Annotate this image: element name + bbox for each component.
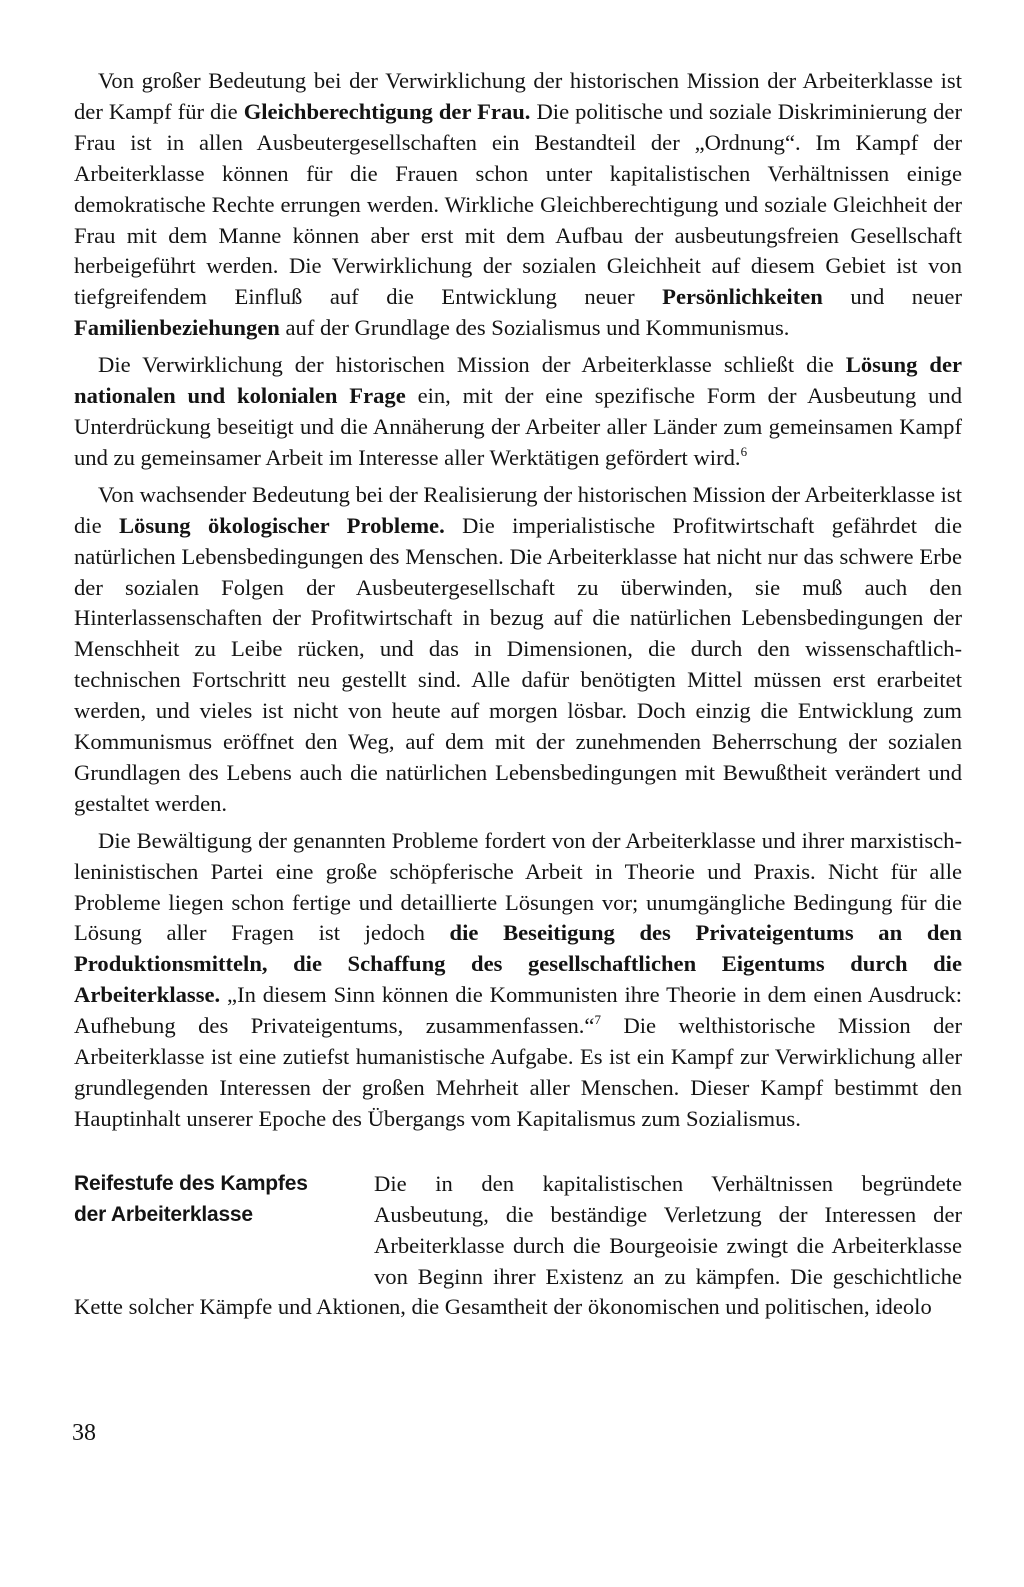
paragraph-equality-of-women: Von großer Bedeutung bei der Verwirklichung der historischen Mission der Arbeiterklasse ist der Kampf für die Gleichberechtigung der Frau. Die politische und soziale Diskriminierung der Frau ist in allen Ausbeutergesellschaften ein Bestandteil der „Ordnung“. Im Kampf der Arbeiterklasse können für die Frauen schon unter kapitalistischen Verhältnissen einige demokratische Rechte errungen werden. Wirkliche Gleichberechtigung und soziale Gleichheit der Frau mit dem Manne können aber erst mit dem Aufbau der ausbeutungsfreien Gesellschaft herbeigeführt werden. Die Verwirklichung der sozialen Gleichheit auf diesem Gebiet ist von tiefgreifendem Einfluß auf die Entwicklung neuer Persönlichkeiten und neuer Familienbeziehungen auf der Grundlage des Sozialismus und Kommunismus.: [74, 68, 962, 341]
section-maturity-of-struggle: [74, 1169, 962, 1324]
footnote-marker[interactable]: 7: [594, 1012, 601, 1028]
emphasis-equality-of-women: Gleichberechtigung der Frau.: [243, 98, 531, 124]
emphasis-abolition-private-property: die Beseitigung des Privateigentums an den Produktionsmitteln, die Schaffung des gesellschaftlichen Eigentums durch die Arbeiterklasse.: [74, 920, 962, 1008]
emphasis-personalities: Persönlichkeiten: [662, 284, 823, 310]
section-heading: Reifestufe des Kampfes der Arbeiterklasse: [74, 1171, 308, 1226]
paragraph-national-question: Die Verwirklichung der historischen Mission der Arbeiterklasse schließt die Lösung der nationalen und kolonialen Frage ein, mit der eine spezifische Form der Ausbeutung und Unterdrückung beseitigt und die Annäherung der Arbeiter aller Länder zum gemeinsamen Kampf und zu gemeinsamer Arbeit im Interesse aller Werktätigen gefördert wird.$^6$: [74, 352, 963, 470]
paragraph-ecological-problems: Von wachsender Bedeutung bei der Realisierung der historischen Mission der Arbeiterklasse ist die Lösung ökologischer Probleme. Die imperialistische Profitwirtschaft gefährdet die natürlichen Lebensbedingungen des Menschen. Die Arbeiterklasse hat nicht nur das schwere Erbe der sozialen Folgen der Ausbeutergesellschaft zu überwinden, sie muß auch den Hinterlassenschaften der Profitwirtschaft in bezug auf die natürlichen Lebensbedingungen der Menschheit zu Leibe rücken, und das in Dimensionen, die durch den wissenschaftlich-technischen Fortschritt neu gestellt sind. Alle dafür benötigten Mittel müssen erst erarbeitet werden, und vieles ist nicht von heute auf morgen lösbar. Doch einzig die Entwicklung zum Kommunismus eröffnet den Weg, auf dem mit der zunehmenden Beherrschung der sozialen Grundlagen des Lebens auch die natürlichen Lebensbedingungen mit Bewußtheit verändert und gestaltet werden.: [74, 481, 962, 816]
footnote-marker[interactable]: 6: [740, 443, 748, 459]
emphasis-national-colonial-question: Lösung der nationalen und kolonialen Frage: [74, 352, 963, 409]
section-text: Die in den kapitalistischen Verhältnissen begründete Ausbeutung, die beständige Verletzung der Interessen der Arbeiterklasse durch die Bourgeoisie zwingt die Arbeiterklasse von Beginn ihrer Existenz an zu kämpfen. Die geschichtliche Kette solcher Kämpfe und Aktionen, die Gesamtheit der ökonomischen und politischen, ideolo: [74, 1170, 962, 1320]
body-text: [74, 66, 962, 1135]
emphasis-ecological-problems: Lösung ökologischer Probleme.: [118, 512, 445, 538]
emphasis-family-relations: Familienbeziehungen: [74, 315, 280, 341]
page-number: 38: [72, 1420, 96, 1446]
paragraph-private-property: Die Bewältigung der genannten Probleme fordert von der Arbeiterklasse und ihrer marxistisch-leninistischen Partei eine große schöpferische Arbeit in Theorie und Praxis. Nicht für alle Probleme liegen schon fertige und detaillierte Lösungen vor; unumgängliche Bedingung für die Lösung aller Fragen ist jedoch die Beseitigung des Privateigentums an den Produktionsmitteln, die Schaffung des gesellschaftlichen Eigentums durch die Arbeiterklasse. „In diesem Sinn können die Kommunisten ihre Theorie in dem einen Ausdruck: Aufhebung des Privateigentums, zusammenfassen.“$^7$ Die welthistorische Mission der Arbeiterklasse ist eine zutiefst humanistische Aufgabe. Es ist ein Kampf zur Verwirklichung aller grundlegenden Interessen der großen Mehrheit aller Menschen. Dieser Kampf bestimmt den Hauptinhalt unserer Epoche des Übergangs vom Kapitalismus zum Sozialismus.: [74, 827, 962, 1131]
book-page: [74, 66, 962, 1323]
